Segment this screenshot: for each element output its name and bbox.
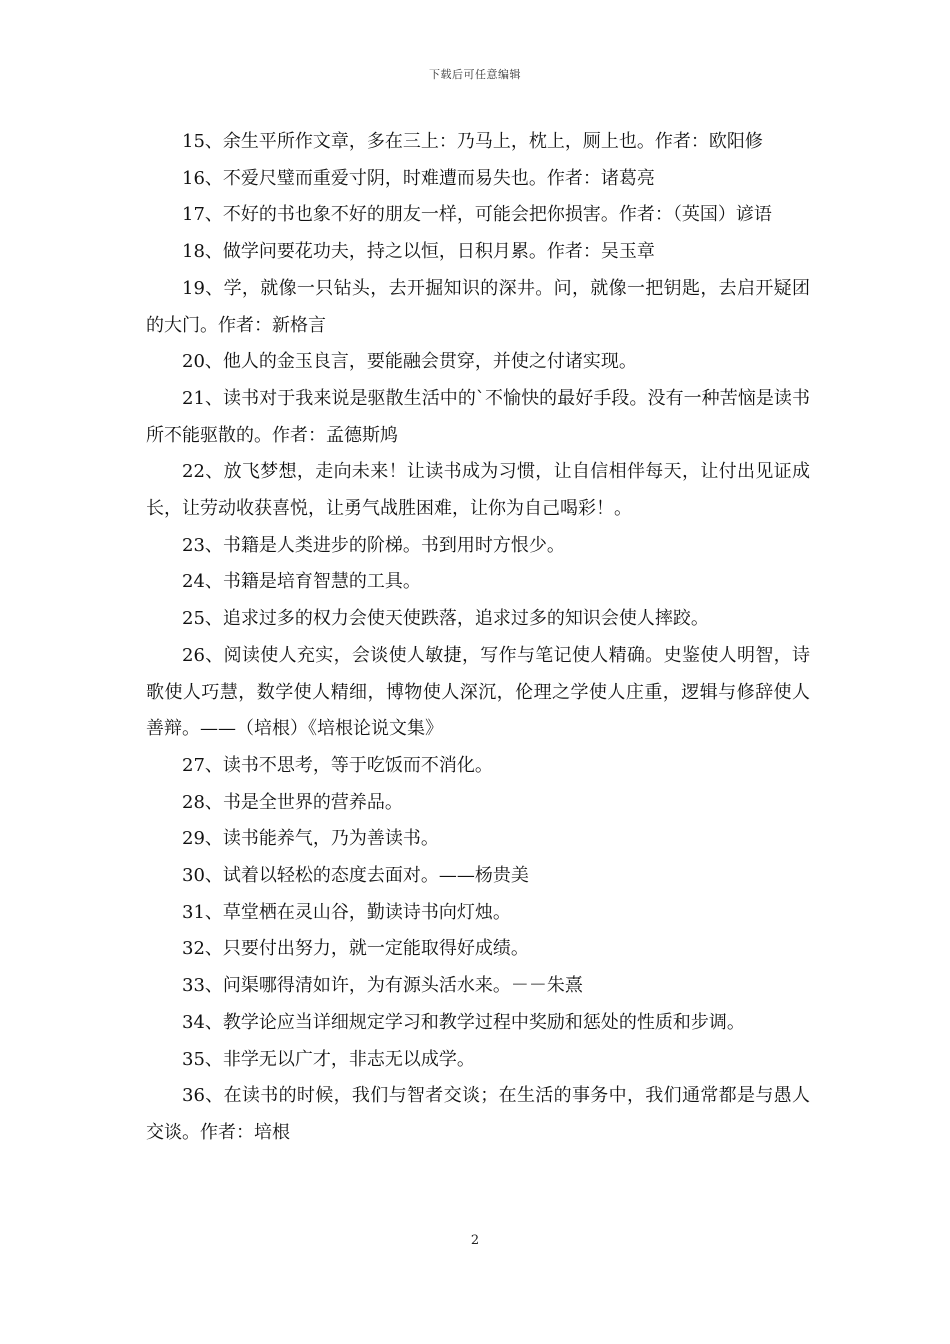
quote-paragraph: 18、做学问要花功夫，持之以恒，日积月累。作者：吴玉章 <box>182 241 655 263</box>
page-number: 2 <box>470 1233 480 1248</box>
quote-paragraph: 30、试着以轻松的态度去面对。——杨贵美 <box>182 865 529 887</box>
quote-paragraph: 28、书是全世界的营养品。 <box>182 791 403 813</box>
quote-paragraph: 19、学，就像一只钻头，去开掘知识的深井。问，就像一把钥匙，去启开疑团的大门。作者：新格言 <box>146 277 810 336</box>
quote-paragraph: 24、书籍是培育智慧的工具。 <box>182 571 421 593</box>
quote-paragraph: 31、草堂栖在灵山谷，勤读诗书向灯烛。 <box>182 901 511 923</box>
quote-paragraph: 23、书籍是人类进步的阶梯。书到用时方恨少。 <box>182 534 565 556</box>
quote-paragraph: 27、读书不思考，等于吃饭而不消化。 <box>182 754 493 776</box>
page-header: 下载后可任意编辑 <box>429 68 521 81</box>
quote-paragraph: 36、在读书的时候，我们与智者交谈；在生活的事务中，我们通常都是与愚人交谈。作者：培根 <box>146 1085 810 1143</box>
quote-paragraph: 16、不爱尺璧而重爱寸阴，时难遭而易失也。作者：诸葛亮 <box>182 167 655 189</box>
quote-paragraph: 25、追求过多的权力会使天使跌落，追求过多的知识会使人摔跤。 <box>182 608 709 630</box>
quote-paragraph: 32、只要付出努力，就一定能取得好成绩。 <box>182 938 529 960</box>
quote-paragraph: 15、余生平所作文章，多在三上：乃马上，枕上，厕上也。作者：欧阳修 <box>182 131 763 152</box>
quote-paragraph: 35、非学无以广才，非志无以成学。 <box>182 1048 475 1070</box>
document-body <box>146 124 810 1152</box>
quote-paragraph: 29、读书能养气，乃为善读书。 <box>182 828 439 850</box>
quote-paragraph: 33、问渠哪得清如许，为有源头活水来。－－朱熹 <box>182 975 583 997</box>
quote-paragraph: 26、阅读使人充实，会谈使人敏捷，写作与笔记使人精确。史鉴使人明智，诗歌使人巧慧，数学使人精细，博物使人深沉，伦理之学使人庄重，逻辑与修辞使人善辩。——（培根）《培根论说文集》 <box>146 644 810 740</box>
quote-paragraph: 17、不好的书也象不好的朋友一样，可能会把你损害。作者：（英国）谚语 <box>182 204 772 226</box>
quote-paragraph: 34、教学论应当详细规定学习和教学过程中奖励和惩处的性质和步调。 <box>182 1011 745 1033</box>
quote-paragraph: 20、他人的金玉良言，要能融会贯穿，并使之付诸实现。 <box>182 351 637 373</box>
quote-paragraph: 21、读书对于我来说是驱散生活中的`不愉快的最好手段。没有一种苦恼是读书所不能驱散的。作者：孟德斯鸠 <box>146 387 810 446</box>
quote-paragraph: 22、放飞梦想，走向未来！让读书成为习惯，让自信相伴每天，让付出见证成长，让劳动收获喜悦，让勇气战胜困难，让你为自己喝彩！。 <box>146 461 810 520</box>
